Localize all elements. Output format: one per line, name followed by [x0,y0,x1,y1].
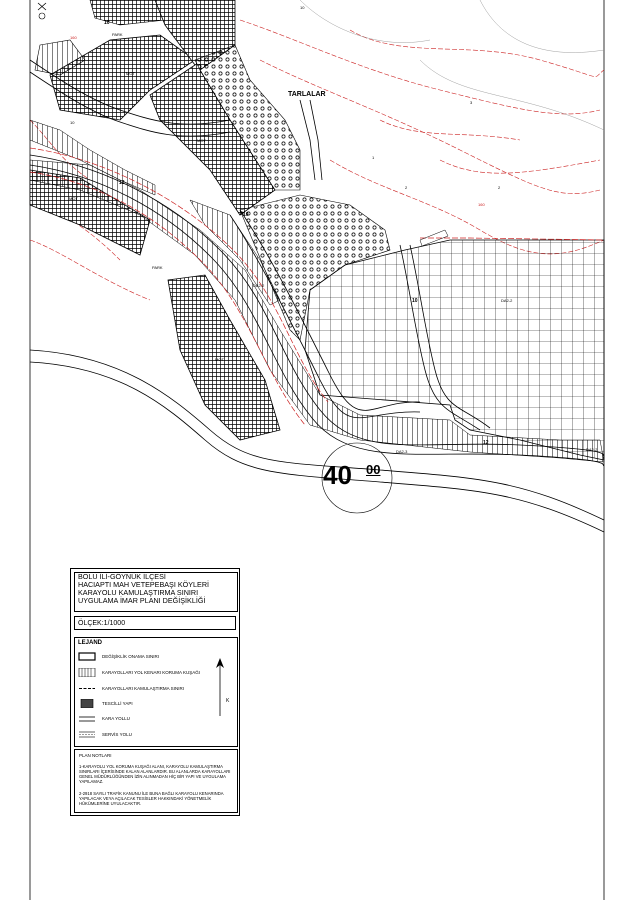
building-label: MOT [126,71,135,76]
plan-note: 2-2918 SAYILI TRAFİK KANUNU İLE BUNA BAĞLI KARAYOLU KENARINDA YAPILACAK VEYA AÇILACAK TESİSLER HAKKINDAKİ YÖNETMELİK HÜKÜMLERİNE UYULACAKTIR. [79,791,224,806]
legend-item-label: DEĞİŞİKLİK ONAMA SINIRI [102,654,160,659]
legend-item-label: SERVİS YOLU [102,732,132,737]
legend-item-label: KARAYOLLARI KAMULAŞTIRMA SINIRI [102,686,184,691]
title-line: BOLU İLİ-GÖYNÜK İLÇESİ [78,572,166,581]
legend-item [78,652,228,662]
scale-label: ÖLÇEK:1/1000 [74,616,236,630]
boundary-box-icon [78,652,96,661]
plan-notes [74,749,238,813]
hatch-strip-icon [78,668,96,677]
map-number: 1 [372,155,375,160]
place-label-tarlalar: TARLALAR [288,91,326,98]
legend-panel [70,568,240,816]
road-label: 10 [104,20,110,26]
north-letter: K [226,698,230,704]
elevation-decimal: 00 [366,462,381,477]
legend-item [78,730,228,740]
zone-label: DA2-2 [586,447,598,452]
zone-label: DA2-2 [501,298,513,303]
map-number: 160 [70,35,77,40]
elevation-value: 40 [323,460,352,490]
road-label: 12 [483,440,489,446]
zone-label: DA2-3 [396,449,408,454]
map-number: 160 [478,202,485,207]
road-label: 10 [412,298,418,304]
park-label: PARK [112,32,123,37]
road-lines-icon [78,714,96,723]
legend-heading: LEJAND [78,640,103,646]
map-number: 10 [300,5,305,10]
park-label: PARK [152,265,163,270]
road-label: 12 [119,180,125,186]
road-label: 10 [243,212,249,218]
map-number: 2 [498,185,501,190]
legend-item-label: KARA YOLLU [102,716,130,721]
legend-item [78,668,228,678]
title-line: HACIAPTI MAH VETEPEBAŞI KÖYLERİ [78,580,210,589]
title-block [74,572,238,612]
dash-line-icon [78,684,96,693]
building-label: MOT [69,196,78,201]
legend-item-label: KARAYOLLARI YOL KENARI KORUMA KUŞAĞI [102,670,200,675]
legend-item [78,714,228,724]
map-number: 2 [405,185,408,190]
building-label: MOT [197,138,206,143]
notes-title: PLAN NOTLARI [79,753,112,758]
map-number: 3 [470,100,473,105]
building-label: MOT [215,357,224,362]
legend-item-label: TESCİLLİ YAPI [102,701,133,706]
filled-box-icon [78,699,96,708]
north-arrow-icon [213,658,230,718]
plan-note: 1-KARAYOLU YOL KORUMA KUŞAĞI ALANI, KARAYOLU KAMULAŞTIRMA SINIRLARI İÇERİSİNDE KALAN ALANLARDIR. BU ALANLARDA KARAYOLLARI GENEL MÜDÜRLÜĞÜNDEN İZİN ALINMADAN HİÇ BİR YAPI VE UYGULAMA YAPILAMAZ. [79,764,231,784]
map-number: 10 [70,120,75,125]
legend-item [78,699,228,709]
zone-label: DA2-2 [253,283,265,288]
title-line: KARAYOLU KAMULAŞTIRMA SINIRI [78,588,199,597]
legend-item [78,684,228,694]
service-lines-icon [78,730,96,739]
title-line: UYGULAMA İMAR PLANI DEĞİŞİKLİĞİ [78,596,206,605]
legend-list [74,637,238,747]
